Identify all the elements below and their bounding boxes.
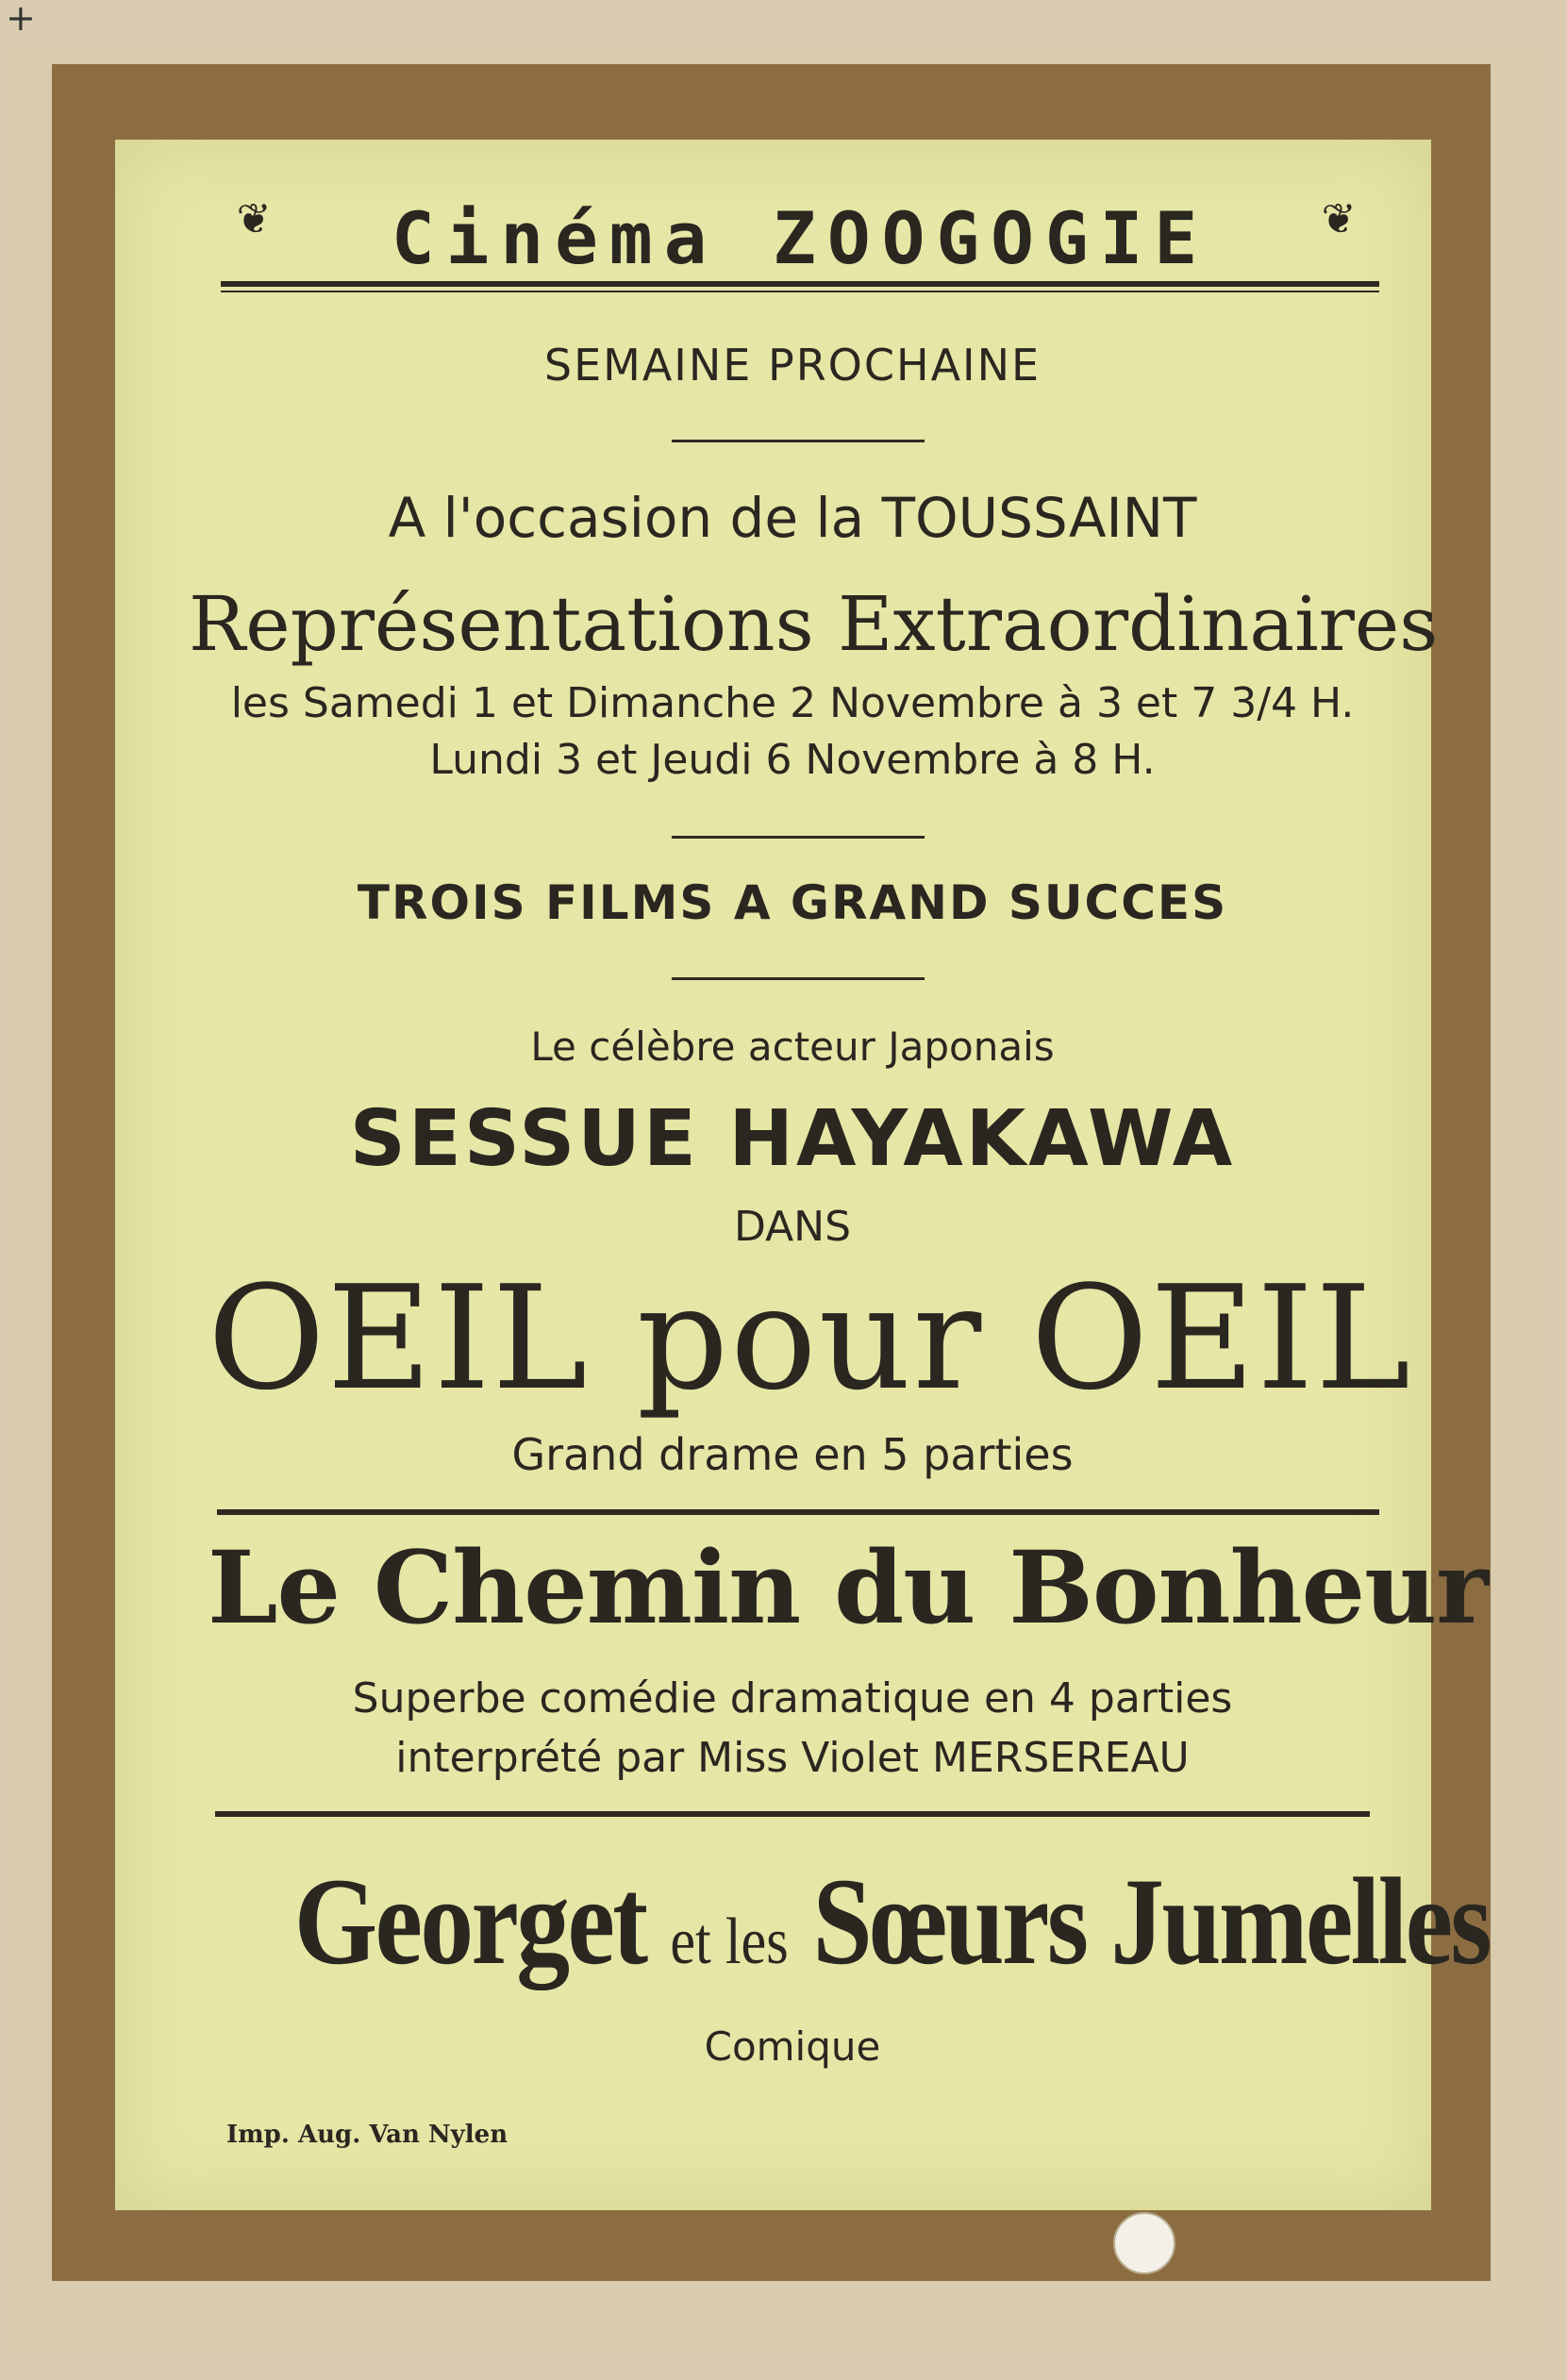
film3-genre: Comique xyxy=(704,2023,881,2070)
dates-line-1: les Samedi 1 et Dimanche 2 Novembre à 3 et 7 3/4 H. xyxy=(230,679,1355,727)
film1-actor: SESSUE HAYAKAWA xyxy=(349,1094,1236,1184)
section-rule xyxy=(215,1811,1370,1817)
divider xyxy=(672,977,925,980)
film1-title: OEIL pour OEIL xyxy=(208,1255,1413,1422)
film2-title: Le Chemin du Bonheur xyxy=(208,1528,1489,1646)
film3-title-part2: et les xyxy=(670,1906,789,1978)
film3-title-part1: Georget xyxy=(293,1852,646,1990)
punch-hole xyxy=(1113,2212,1175,2274)
divider xyxy=(672,440,925,442)
week-label: SEMAINE PROCHAINE xyxy=(543,340,1042,391)
header-rule xyxy=(221,281,1379,287)
film1-description: Grand drame en 5 parties xyxy=(511,1429,1074,1480)
ornament-right-icon: ❦ xyxy=(1321,195,1357,243)
film1-intro: Le célèbre acteur Japonais xyxy=(530,1024,1055,1070)
dates-line-2: Lundi 3 et Jeudi 6 Novembre à 8 H. xyxy=(429,736,1156,784)
headline: Représentations Extraordinaires xyxy=(189,580,1439,668)
film1-dans: DANS xyxy=(733,1203,852,1251)
section-rule xyxy=(217,1509,1379,1515)
ornament-left-icon: ❦ xyxy=(236,195,272,243)
films-intro: TROIS FILMS A GRAND SUCCES xyxy=(357,875,1228,930)
occasion-line: A l'occasion de la TOUSSAINT xyxy=(388,486,1197,550)
film3-title-part3: Sœurs Jumelles xyxy=(812,1852,1491,1990)
film2-description: Superbe comédie dramatique en 4 parties xyxy=(352,1674,1233,1723)
registration-mark: + xyxy=(6,0,36,39)
film2-cast: interprété par Miss Violet MERSEREAU xyxy=(395,1734,1190,1782)
printer-credit: Imp. Aug. Van Nylen xyxy=(226,2121,508,2149)
film3-title xyxy=(293,1849,1491,1993)
divider xyxy=(672,836,925,839)
header-rule-thin xyxy=(221,291,1379,292)
cinema-title: Cinéma ZOOGOGIE xyxy=(391,196,1209,280)
